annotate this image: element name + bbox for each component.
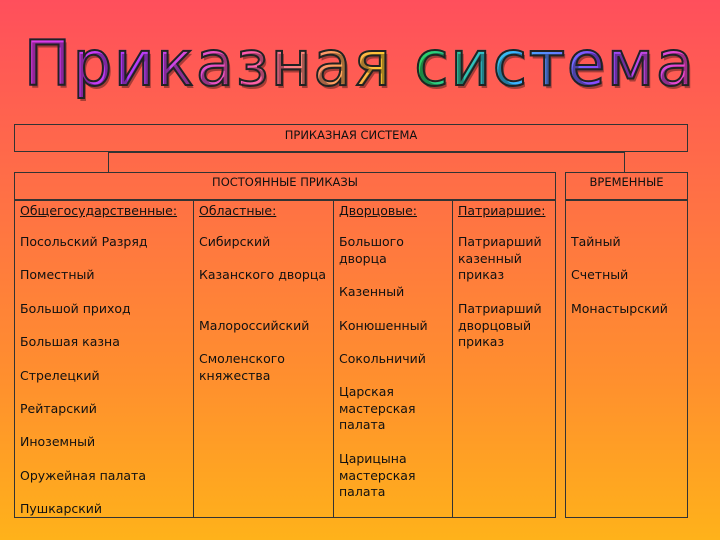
list-item: Царская мастерская палата <box>339 384 416 432</box>
list-item: Малороссийский <box>199 318 310 333</box>
column-regional <box>193 200 334 518</box>
column-header-nationwide: Общегосударственные: <box>20 203 178 218</box>
column-temporary <box>565 200 688 518</box>
list-item: Сокольничий <box>339 351 426 366</box>
list-item: Большой приход <box>20 301 131 316</box>
root-box <box>14 124 688 152</box>
column-patriarchal <box>452 200 556 518</box>
column-header-regional: Областные: <box>199 203 277 218</box>
column-palace <box>333 200 453 518</box>
connector-right <box>624 152 625 172</box>
list-item: Большая казна <box>20 334 120 349</box>
list-item: Патриарший казенный приказ <box>458 234 542 282</box>
list-item: Тайный <box>571 234 621 249</box>
column-nationwide <box>14 200 194 518</box>
list-item: Рейтарский <box>20 401 97 416</box>
temporary-orders-box <box>565 172 688 200</box>
column-header-palace: Дворцовые: <box>339 203 418 218</box>
list-item: Посольский Разряд <box>20 234 148 249</box>
root-label: ПРИКАЗНАЯ СИСТЕМА <box>284 128 418 142</box>
list-item: Сибирский <box>199 234 271 249</box>
list-item: Казенный <box>339 284 405 299</box>
column-header-patriarchal: Патриаршие: <box>458 203 546 218</box>
list-item: Конюшенный <box>339 318 428 333</box>
list-item: Пушкарский <box>20 501 103 516</box>
temporary-orders-label: ВРЕМЕННЫЕ <box>589 175 664 189</box>
list-item: Иноземный <box>20 434 96 449</box>
slide-title <box>0 28 720 100</box>
list-item: Поместный <box>20 267 95 282</box>
title-word-sistema: система <box>414 27 696 100</box>
connector-left <box>108 152 109 172</box>
connector-horizontal <box>108 152 624 153</box>
permanent-orders-label: ПОСТОЯННЫЕ ПРИКАЗЫ <box>212 175 358 189</box>
list-item: Монастырский <box>571 301 668 316</box>
permanent-orders-box <box>14 172 556 200</box>
list-item: Счетный <box>571 267 629 282</box>
title-word-prikaznaya: Приказная <box>24 27 393 100</box>
list-item: Стрелецкий <box>20 368 100 383</box>
list-item: Оружейная палата <box>20 468 146 483</box>
list-item: Патриарший дворцовый приказ <box>458 301 542 349</box>
list-item: Царицына мастерская палата <box>339 451 416 499</box>
list-item: Казанского дворца <box>199 267 327 282</box>
list-item: Смоленского княжества <box>199 351 285 383</box>
list-item: Большого дворца <box>339 234 404 266</box>
